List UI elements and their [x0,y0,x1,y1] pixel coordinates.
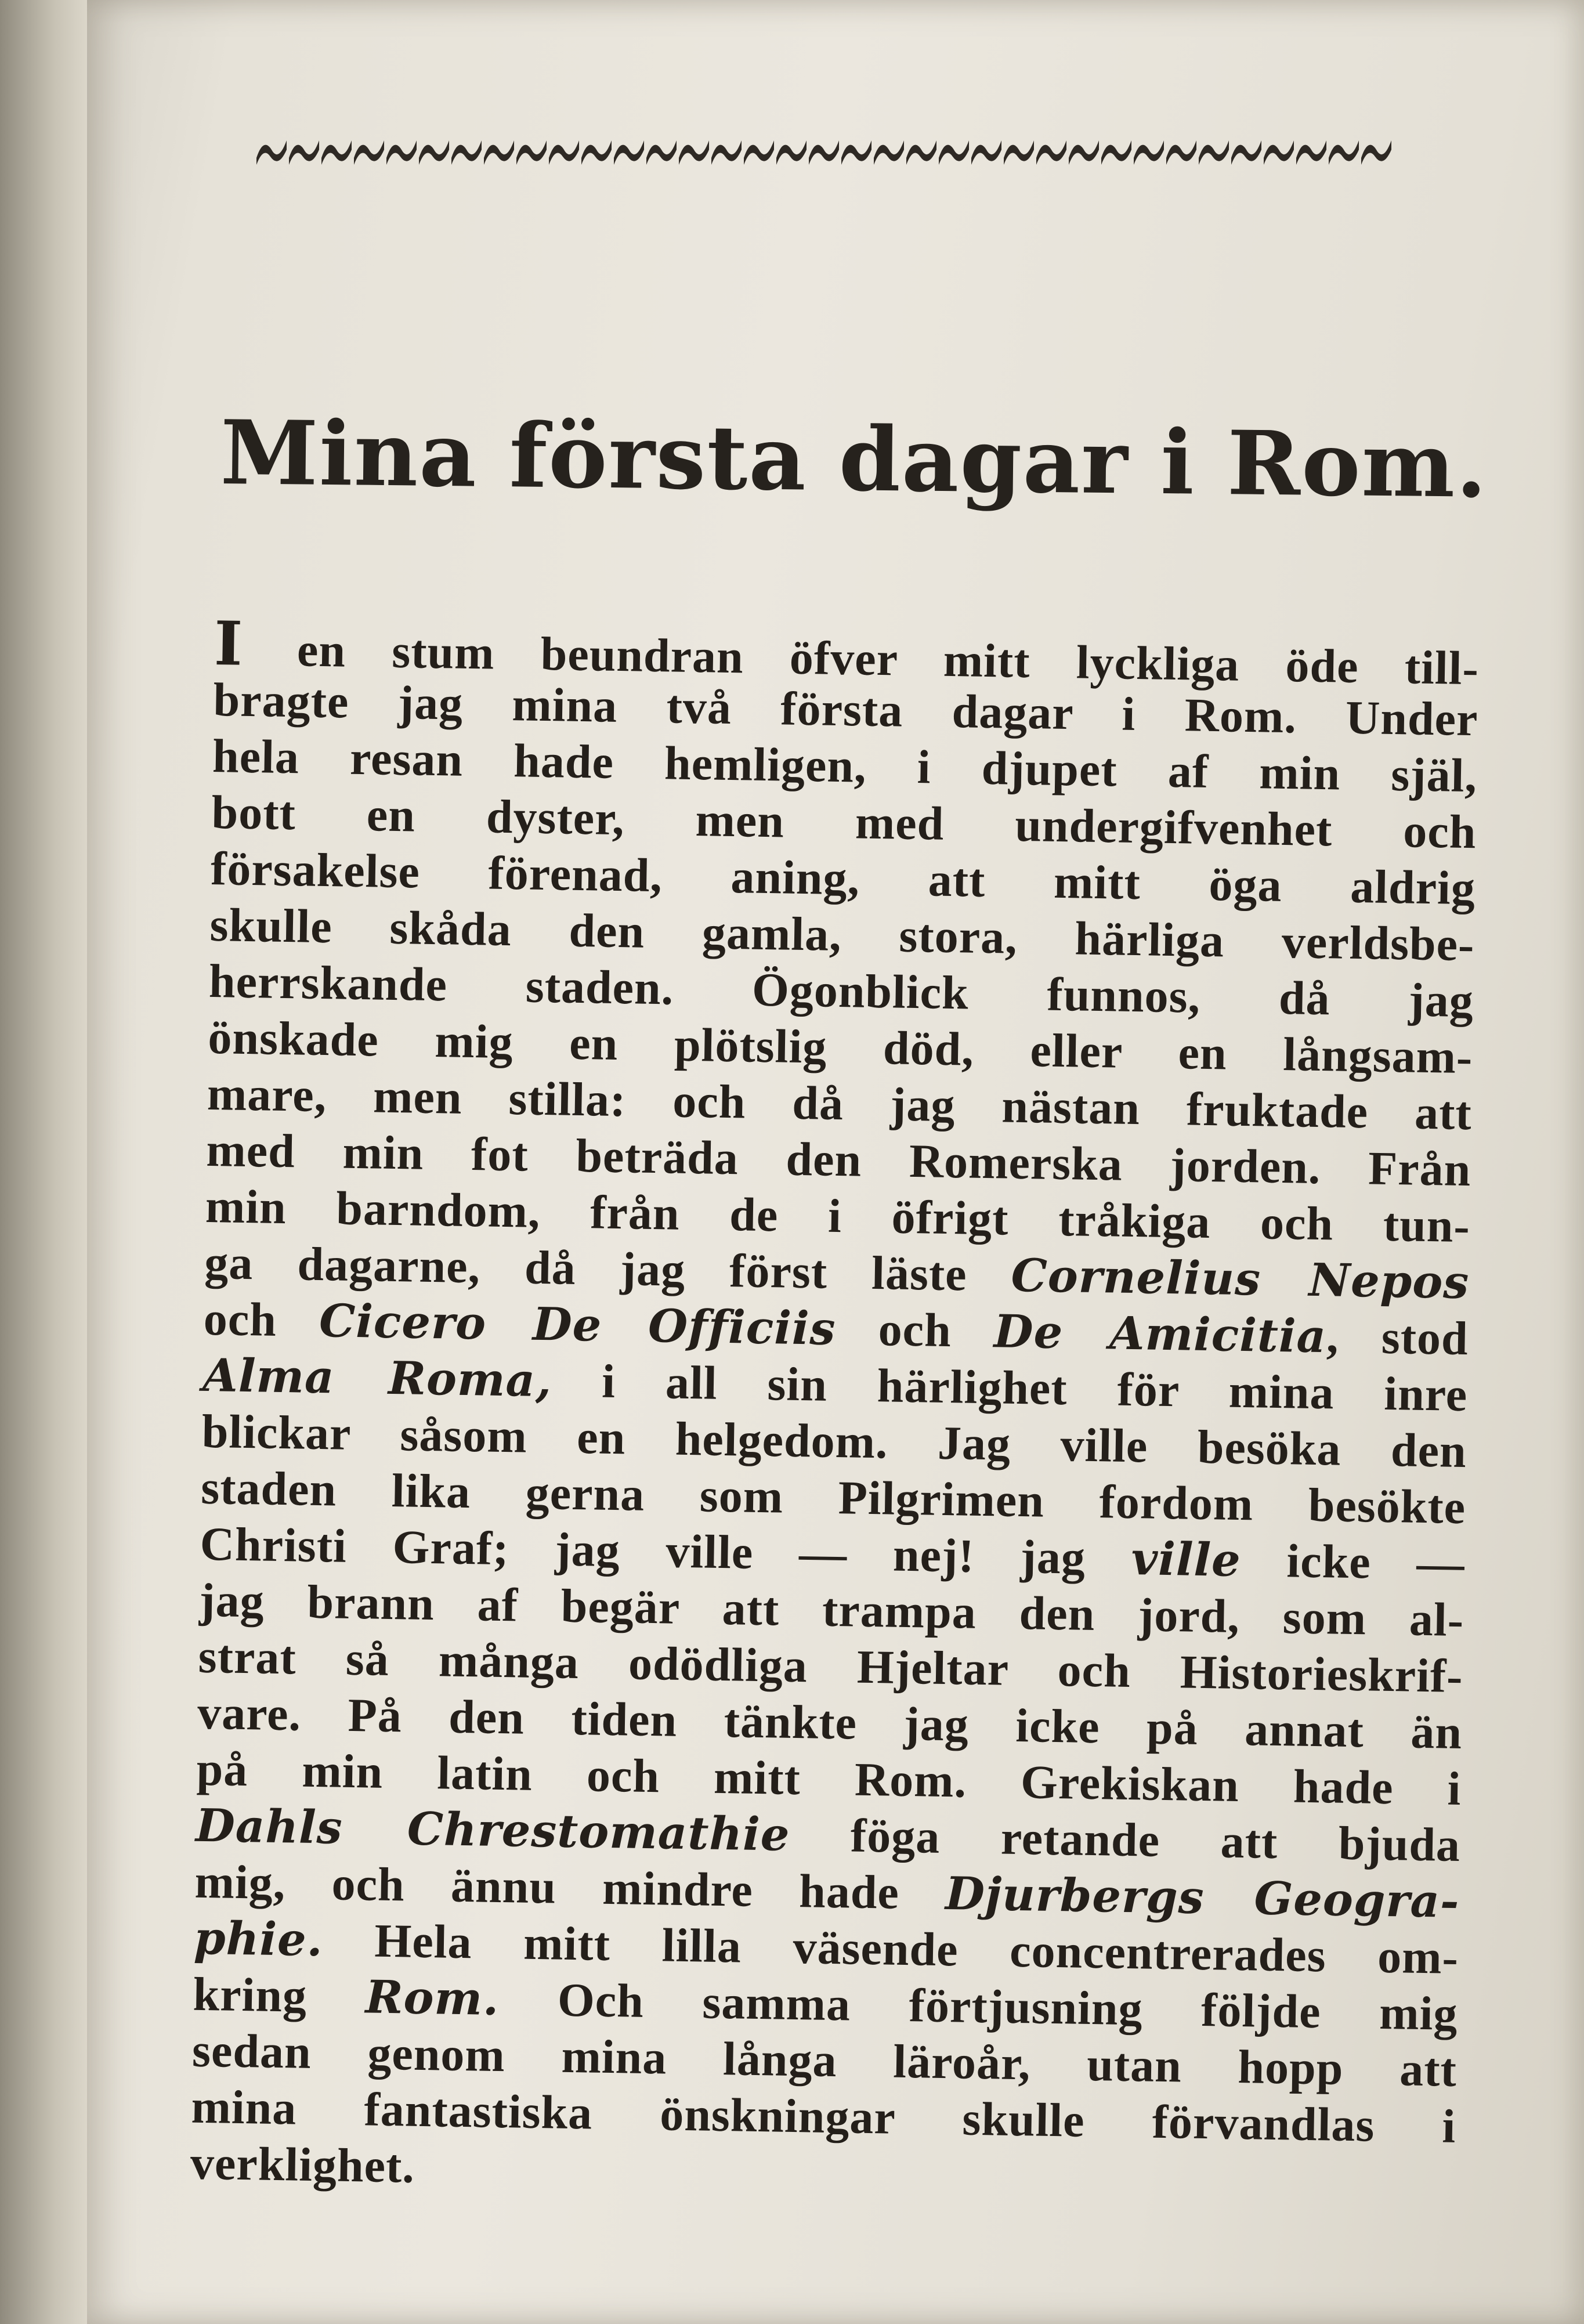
decorative-border-ornament [255,132,1393,167]
italic-text: Cornelius Nepos [1010,1249,1470,1310]
text-segment: mare, men stilla: och då jag nästan fruktade att [207,1067,1473,1140]
text-segment: strat så många odödliga Hjeltar och Historieskrif- [198,1629,1464,1703]
book-binding-edge [0,0,99,2324]
text-segment: i all sin härlighet för mina inre [551,1354,1468,1422]
text-segment: en stum beundran öfver mitt lyckliga öde till- [251,622,1480,695]
text-segment: på min latin och mitt Rom. Grekiskan hade i [196,1742,1462,1815]
text-segment: min barndom, från de i öfrigt tråkiga och tun- [205,1179,1471,1253]
italic-text: ville [1131,1533,1242,1587]
book-page [87,0,1584,2324]
italic-text: phie. [193,1911,324,1967]
text-segment: och [835,1302,994,1358]
italic-text: Rom. [365,1971,500,2026]
text-segment: försakelse förenad, aning, att mitt öga aldrig [210,841,1476,915]
italic-text: De Amicitia [993,1305,1327,1364]
chapter-title: Mina första dagar i Rom. [220,400,1489,518]
text-segment: Hela mitt lilla väsende concentrerades om- [323,1913,1459,1984]
text-segment: kring [192,1967,366,2023]
text-segment: blickar såsom en helgedom. Jag ville besöka den [201,1404,1467,1478]
text-segment: bott en dyster, men med undergifvenhet och [211,785,1477,859]
text-segment: sedan genom mina långa läroår, utan hopp att [191,2023,1458,2097]
text-segment: skulle skåda den gamla, stora, härliga verldsbe- [209,898,1475,971]
text-segment: och [203,1292,320,1347]
italic-text: Cicero De Officiis [319,1294,837,1356]
text-segment: verklighet. [190,2136,415,2193]
text-segment: bragte jag mina två första dagar i Rom. Under [212,673,1479,746]
drop-cap: I [214,608,244,680]
italic-text: Alma Roma, [202,1349,553,1408]
text-segment: mig, och ännu mindre hade [194,1855,946,1920]
text-segment: ga dagarne, då jag först läste [204,1235,1012,1302]
text-segment: herrskande staden. Ögonblick funnos, då jag [208,954,1474,1028]
text-segment: med min fot beträda den Romerska jorden. Från [205,1123,1471,1197]
chapter-paragraph [190,608,1480,2211]
text-segment: föga retande att bjuda [789,1808,1461,1871]
text-segment: önskade mig en plötslig död, eller en långsam- [207,1010,1474,1084]
italic-text: Dahls Chrestomathie [195,1799,791,1862]
text-segment: mina fantastiska önskningar skulle förvandlas i [190,2080,1457,2153]
text-segment: icke — [1240,1533,1466,1591]
text-segment: Och samma förtjusning följde mig [498,1972,1459,2040]
italic-text: Djurbergs Geogra- [945,1867,1460,1928]
text-segment: jag brann af begär att trampa den jord, som al- [198,1573,1464,1647]
text-segment: Christi Graf; jag ville — nej! jag [200,1517,1132,1585]
text-segment: staden lika gerna som Pilgrimen fordom besökte [200,1461,1466,1534]
text-segment: hela resan hade hemligen, i djupet af min själ, [212,729,1478,803]
text-segment: , stod [1326,1310,1469,1365]
text-segment: vare. På den tiden tänkte jag icke på annat än [197,1686,1463,1759]
